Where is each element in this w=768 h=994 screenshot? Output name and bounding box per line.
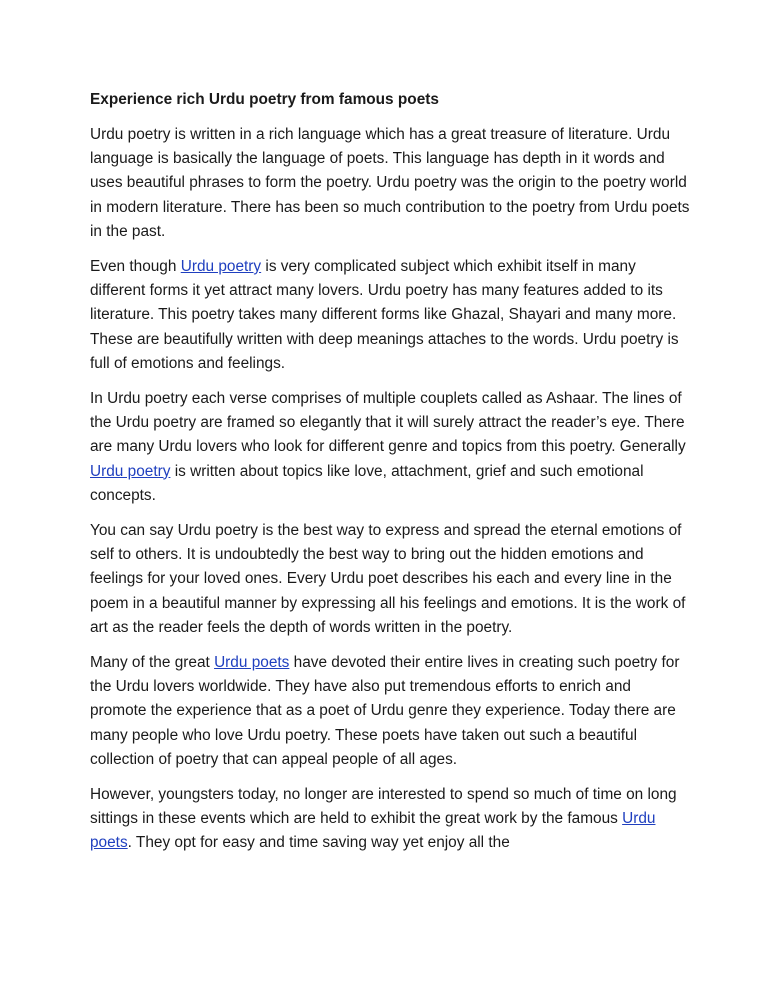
paragraph-1: Urdu poetry is written in a rich language which has a great treasure of literature. Urdu language is basically the language of poets. This language has depth in it words and uses beautiful phrases to form the poetry. Urdu poetry was the origin to the poetry world in modern literature. There has been so much contribution to the poetry from Urdu poets in the past. <box>90 126 690 240</box>
paragraph-2-text-end: is very complicated subject which exhibit itself in many different forms it yet attract many lovers. Urdu poetry has many features added to its literature. This poetry takes many different forms like Ghazal, Shayari and many more. These are beautifully written with deep meanings attaches to the words. Urdu poetry is full of emotions and feelings. <box>90 258 679 372</box>
urdu-poetry-link-2[interactable]: Urdu poetry <box>90 462 171 480</box>
urdu-poetry-link-1[interactable]: Urdu poetry <box>180 258 262 276</box>
document-page <box>90 88 690 867</box>
urdu-poets-link-1[interactable]: Urdu poets <box>214 654 290 672</box>
paragraph-5-text-start: Many of the great <box>90 654 215 672</box>
document-title: Experience rich Urdu poetry from famous poets <box>90 91 439 108</box>
paragraph-3 <box>90 387 690 508</box>
paragraph-5 <box>90 651 690 772</box>
paragraph-6-text-end: . They opt for easy and time saving way yet enjoy all the <box>127 834 510 852</box>
paragraph-2-text-start: Even though <box>90 258 181 276</box>
paragraph-3-text-start: In Urdu poetry each verse comprises of multiple couplets called as Ashaar. The lines of the Urdu poetry are framed so elegantly that it will surely attract the reader’s eye. There are many Urdu lovers who look for different genre and topics from this poetry. Generally <box>90 390 686 456</box>
paragraph-6-text-start: However, youngsters today, no longer are interested to spend so much of time on long sittings in these events which are held to exhibit the great work by the famous <box>90 786 677 828</box>
paragraph-4: You can say Urdu poetry is the best way to express and spread the eternal emotions of self to others. It is undoubtedly the best way to bring out the hidden emotions and feelings for your loved ones. Every Urdu poet describes his each and every line in the poem in a beautiful manner by expressing all his feelings and emotions. It is the work of art as the reader feels the depth of words written in the poetry. <box>90 522 686 636</box>
paragraph-6 <box>90 783 690 856</box>
paragraph-5-text-end: have devoted their entire lives in creating such poetry for the Urdu lovers worldwide. They have also put tremendous efforts to enrich and promote the experience that as a poet of Urdu genre they experience. Today there are many people who love Urdu poetry. These poets have taken out such a beautiful collection of poetry that can appeal people of all ages. <box>90 654 680 768</box>
urdu-poets-link-2[interactable]: Urdu poets <box>90 810 656 852</box>
paragraph-2 <box>90 255 690 376</box>
paragraph-3-text-end: is written about topics like love, attachment, grief and such emotional concepts. <box>90 462 644 504</box>
